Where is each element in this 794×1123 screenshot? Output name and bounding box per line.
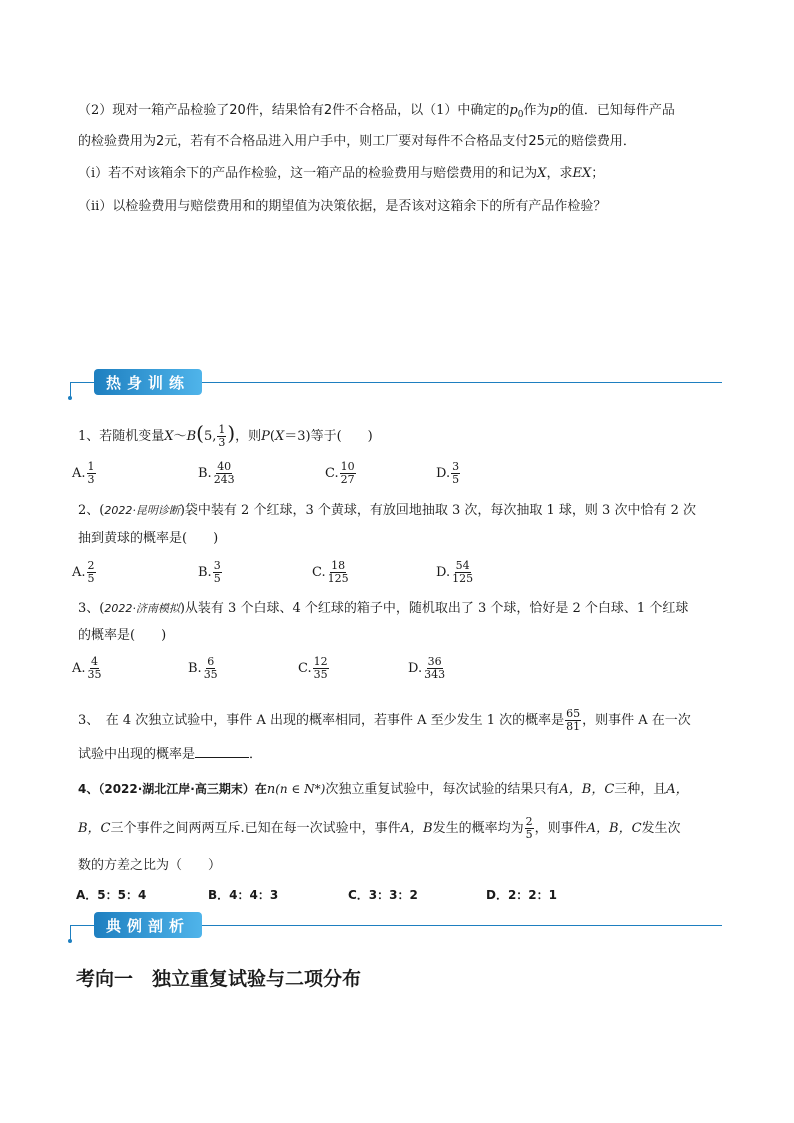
- numerator: 18: [331, 559, 346, 572]
- text: 发生的概率均为: [432, 821, 524, 836]
- q4-option-c[interactable]: C．3：3：2: [348, 888, 418, 902]
- fraction: [340, 461, 356, 486]
- option-label: D.: [408, 660, 423, 676]
- left-paren: (: [196, 421, 204, 445]
- option-label: D.: [436, 465, 451, 481]
- var-x: X: [164, 429, 174, 444]
- denominator: 27: [340, 473, 355, 486]
- text: 2、(: [78, 503, 105, 518]
- part2-line3: [78, 165, 604, 183]
- var-p0: p: [509, 103, 518, 118]
- fraction: [213, 461, 236, 486]
- numerator: 65: [566, 707, 581, 720]
- fraction: [313, 656, 329, 681]
- q4-option-d[interactable]: D．2：2：1: [486, 888, 558, 902]
- numerator: 2: [525, 815, 533, 828]
- text: ～: [173, 429, 187, 444]
- numerator: 12: [313, 655, 328, 668]
- condition: (n ∈ N*): [275, 782, 326, 796]
- q4-option-a[interactable]: A．5：5：4: [76, 888, 147, 902]
- numerator: 10: [340, 460, 355, 473]
- denominator: 35: [313, 668, 328, 681]
- text: （i）若不对该箱余下的产品作检验，这一箱产品的检验费用与赔偿费用的和记为: [78, 166, 538, 181]
- fraction: [203, 656, 219, 681]
- question-2-line2: 抽到黄球的概率是( ): [78, 531, 219, 546]
- fraction: [87, 461, 96, 486]
- fraction: [565, 708, 581, 733]
- numerator: 4: [91, 655, 99, 668]
- text: 1、若随机变量: [78, 429, 165, 444]
- source-tag: 2022·昆明诊断: [104, 504, 180, 517]
- numerator: 3: [213, 559, 221, 572]
- denominator: 5: [87, 572, 95, 585]
- denominator: 5: [452, 473, 460, 486]
- events: B，C: [78, 821, 111, 836]
- text: (: [269, 429, 275, 444]
- fraction: [451, 461, 460, 486]
- denominator: 125: [452, 572, 474, 585]
- q3-option-c[interactable]: [298, 656, 330, 681]
- denominator: 243: [213, 473, 235, 486]
- option-label: C.: [298, 660, 312, 676]
- text: ，则: [235, 429, 262, 444]
- q3-option-d[interactable]: [408, 656, 447, 681]
- text: )从装有 3 个白球、4 个红球的箱子中，随机取出了 3 个球，恰好是 2 个白球、1 个红球: [179, 601, 689, 616]
- text: )袋中装有 2 个红球，3 个黄球，有放回地抽取 3 次，每次抽取 1 球，则 3 次中恰有 2 次: [179, 503, 696, 518]
- question-4-line2: [78, 816, 681, 841]
- q2-option-a[interactable]: [72, 560, 97, 585]
- numerator: 36: [427, 655, 442, 668]
- numerator: 40: [217, 460, 232, 473]
- text: （2）现对一箱产品检验了: [78, 103, 230, 118]
- numerator: 1: [87, 460, 95, 473]
- text: ＝3)等于( ): [284, 429, 373, 444]
- denominator: 3: [218, 436, 226, 449]
- q2-option-d[interactable]: [436, 560, 475, 585]
- banner-dot: [68, 396, 72, 400]
- denominator: 125: [327, 572, 349, 585]
- text: 试验中出现的概率是: [78, 747, 196, 762]
- var-x: X: [275, 429, 285, 444]
- q3-option-a[interactable]: [72, 656, 104, 681]
- question-1: [78, 422, 373, 449]
- text: 元，若有不合格品进入用户手中，则工厂要对每件不合格品支付: [164, 134, 529, 149]
- text: ．: [249, 747, 263, 762]
- right-paren: ): [227, 421, 236, 445]
- part2-line4: （ii）以检验费用与赔偿费用和的期望值为决策依据，是否该对这箱余下的所有产品作检验？: [78, 199, 607, 214]
- q2-option-c[interactable]: [312, 560, 351, 585]
- q2-option-b[interactable]: [198, 560, 223, 585]
- text: 发生次: [641, 821, 681, 836]
- question-3-line2: 的概率是( ): [78, 628, 167, 643]
- text: 4、（2022·湖北江岸·高三期末）在: [78, 782, 267, 796]
- question-3b-line2: [78, 745, 262, 764]
- fraction: [451, 560, 474, 585]
- option-label: B.: [198, 564, 212, 580]
- banner-dot: [68, 939, 72, 943]
- denominator: 5: [213, 572, 221, 585]
- text: ，则事件: [534, 821, 587, 836]
- text: ；: [591, 166, 605, 181]
- text: 20: [229, 103, 246, 118]
- numerator: 2: [87, 559, 95, 572]
- question-3-line1: [78, 600, 688, 618]
- text: 的检验费用为: [78, 134, 157, 149]
- q1-option-c[interactable]: [325, 461, 357, 486]
- fraction: [423, 656, 446, 681]
- var-ex: EX: [572, 166, 592, 181]
- option-label: C.: [312, 564, 326, 580]
- question-3b-line1: [78, 708, 691, 733]
- question-4-line1: [78, 780, 689, 799]
- denominator: 81: [566, 720, 581, 733]
- denominator: 343: [424, 668, 446, 681]
- fraction: [525, 816, 534, 841]
- banner-label: 热身训练: [94, 369, 202, 395]
- text: 2: [156, 134, 165, 149]
- denominator: 5: [525, 828, 533, 841]
- q1-option-b[interactable]: [198, 461, 237, 486]
- fraction: [213, 560, 222, 585]
- text: 三种，且: [614, 782, 667, 797]
- option-label: A.: [72, 465, 86, 481]
- section-heading: 考向一 独立重复试验与二项分布: [76, 968, 362, 990]
- denominator: 35: [87, 668, 102, 681]
- text: 元的赔偿费用．: [544, 134, 636, 149]
- part2-line1: [78, 102, 675, 124]
- q4-option-b[interactable]: B．4：4：3: [208, 888, 279, 902]
- var-p: P: [261, 429, 270, 444]
- part2-line2: [78, 133, 636, 151]
- text: 3、(: [78, 601, 105, 616]
- var-p: p: [549, 103, 558, 118]
- text: 次独立重复试验中，每次试验的结果只有: [325, 782, 560, 797]
- fraction: [217, 424, 226, 449]
- q1-option-a[interactable]: [72, 461, 97, 486]
- option-label: A.: [72, 564, 86, 580]
- denominator: 3: [87, 473, 95, 486]
- text: 件，结果恰有: [245, 103, 324, 118]
- events: A，B: [400, 821, 433, 836]
- option-label: C.: [325, 465, 339, 481]
- option-label: B.: [188, 660, 202, 676]
- text: 三个事件之间两两互斥.已知在每一次试验中，事件: [110, 821, 401, 836]
- numerator: 1: [218, 423, 226, 436]
- text: 25: [528, 134, 545, 149]
- text: 作为: [523, 103, 550, 118]
- numerator: 3: [452, 460, 460, 473]
- text: 3、 在 4 次独立试验中，事件 A 出现的概率相同，若事件 A 至少发生 1 次的概率是: [78, 713, 565, 728]
- var-x: X: [537, 166, 547, 181]
- numerator: 6: [207, 655, 215, 668]
- question-2-line1: [78, 502, 696, 520]
- q3-option-b[interactable]: [188, 656, 220, 681]
- q1-option-d[interactable]: [436, 461, 461, 486]
- text: 5,: [203, 429, 217, 444]
- subscript: 0: [517, 110, 524, 120]
- events: A，B，C: [586, 821, 642, 836]
- question-4-line3: 数的方差之比为（ ）: [78, 858, 222, 873]
- text: ，求: [546, 166, 573, 181]
- fraction: [87, 656, 103, 681]
- option-label: D.: [436, 564, 451, 580]
- denominator: 35: [203, 668, 218, 681]
- events: A，B，C: [559, 782, 615, 797]
- text: 2: [323, 103, 333, 118]
- text: ，则事件 A 在一次: [582, 713, 691, 728]
- banner-label: 典例剖析: [94, 912, 202, 938]
- numerator: 54: [455, 559, 470, 572]
- option-label: B.: [198, 465, 212, 481]
- text: 件不合格品，以（1）中确定的: [332, 103, 510, 118]
- source-tag: 2022·济南模拟: [104, 602, 180, 615]
- events: A，: [666, 782, 689, 797]
- option-label: A.: [72, 660, 86, 676]
- fraction: [327, 560, 350, 585]
- var-b: B: [186, 429, 197, 444]
- text: 的值．已知每件产品: [557, 103, 675, 118]
- fraction: [87, 560, 96, 585]
- var-n: n: [266, 782, 276, 797]
- answer-blank[interactable]: [195, 745, 249, 758]
